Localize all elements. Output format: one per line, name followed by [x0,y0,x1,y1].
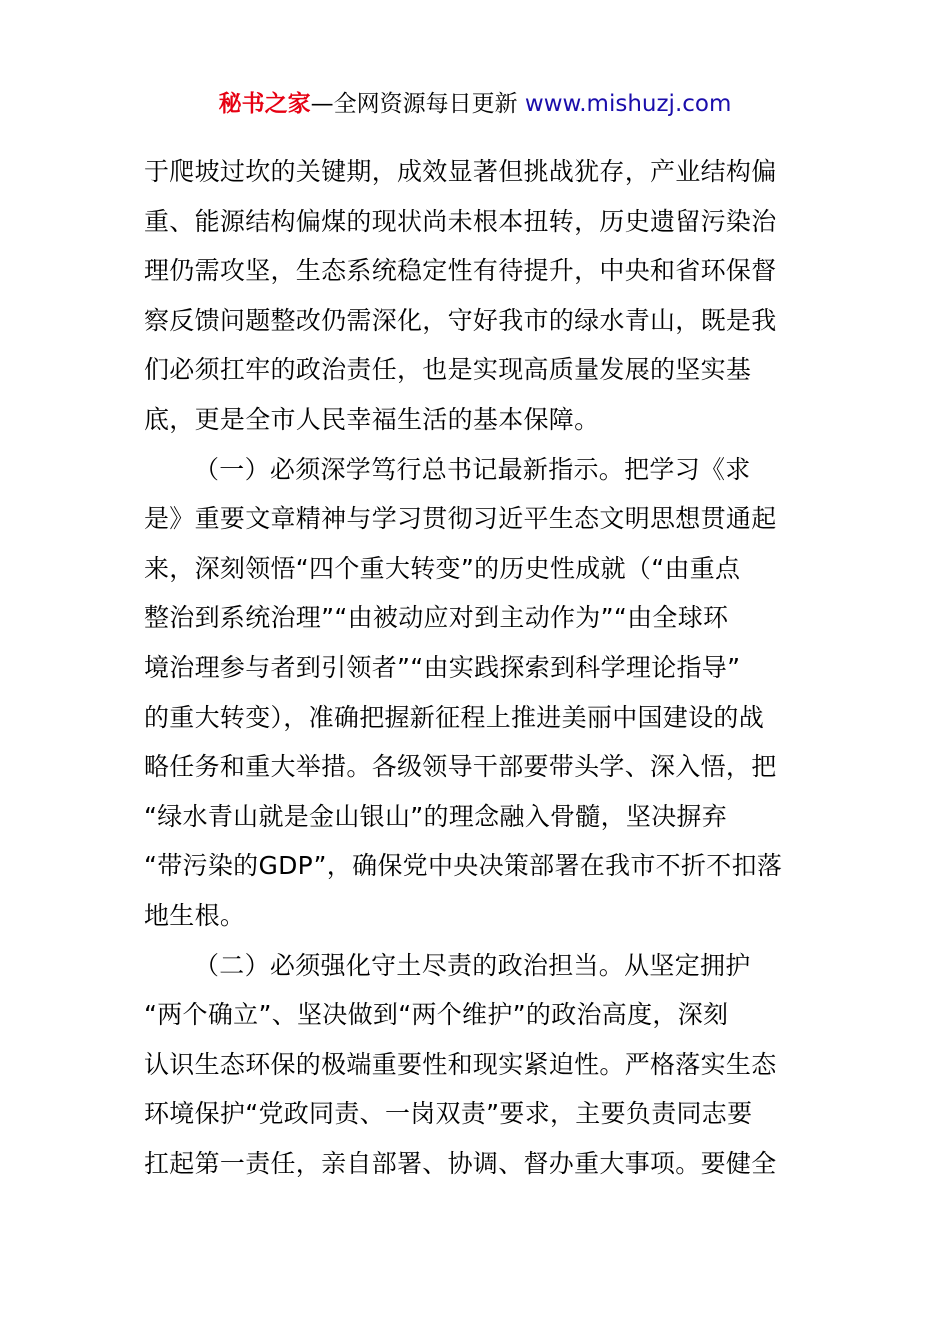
text-line: 来，深刻领悟“四个重大转变”的历史性成就（“由重点 [144,553,741,583]
text-line: 察反馈问题整改仍需深化，守好我市的绿水青山，既是我 [144,305,777,335]
text-line: “带污染的GDP”，确保党中央决策部署在我市不折不扣落 [144,851,783,881]
text-line: 地生根。 [144,900,246,930]
text-line: 环境保护“党政同责、一岗双责”要求，主要负责同志要 [144,1099,753,1129]
text-line: 认识生态环保的极端重要性和现实紧迫性。严格落实生态 [144,1049,777,1079]
text-line: 于爬坡过坎的关键期，成效显著但挑战犹存，产业结构偏 [144,157,777,186]
site-header [0,88,950,120]
section-heading-line: （一）必须深学笃行总书记最新指示。把学习《求 [194,454,751,484]
text-line: 是》重要文章精神与学习贯彻习近平生态文明思想贯通起 [144,504,777,534]
site-url-link[interactable]: www.mishuzj.com [524,91,732,117]
section-heading-line: （二）必须强化守土尽责的政治担当。从坚定拥护 [194,950,751,980]
text-line: “绿水青山就是金山银山”的理念融入骨髓，坚决摒弃 [144,801,728,831]
site-tagline: —全网资源每日更新 [310,91,525,117]
text-line: 们必须扛牢的政治责任，也是实现高质量发展的坚实基 [144,355,752,385]
text-line: 整治到系统治理”“由被动应对到主动作为”“由全球环 [144,603,729,633]
text-line: 扛起第一责任，亲自部署、协调、督办重大事项。要健全 [144,1148,777,1178]
text-line: 境治理参与者到引领者”“由实践探索到科学理论指导” [144,652,741,682]
text-line: 底，更是全市人民幸福生活的基本保障。 [144,404,600,434]
document-body [144,147,809,1188]
text-line: 略任务和重大举措。各级领导干部要带头学、深入悟，把 [144,752,777,782]
text-line: 理仍需攻坚，生态系统稳定性有待提升，中央和省环保督 [144,256,777,286]
text-line: 重、能源结构偏煤的现状尚未根本扭转，历史遗留污染治 [144,206,777,236]
text-line: 的重大转变），准确把握新征程上推进美丽中国建设的战 [144,702,765,732]
text-line: “两个确立”、坚决做到“两个维护”的政治高度，深刻 [144,1000,729,1030]
site-brand: 秘书之家 [218,91,311,117]
